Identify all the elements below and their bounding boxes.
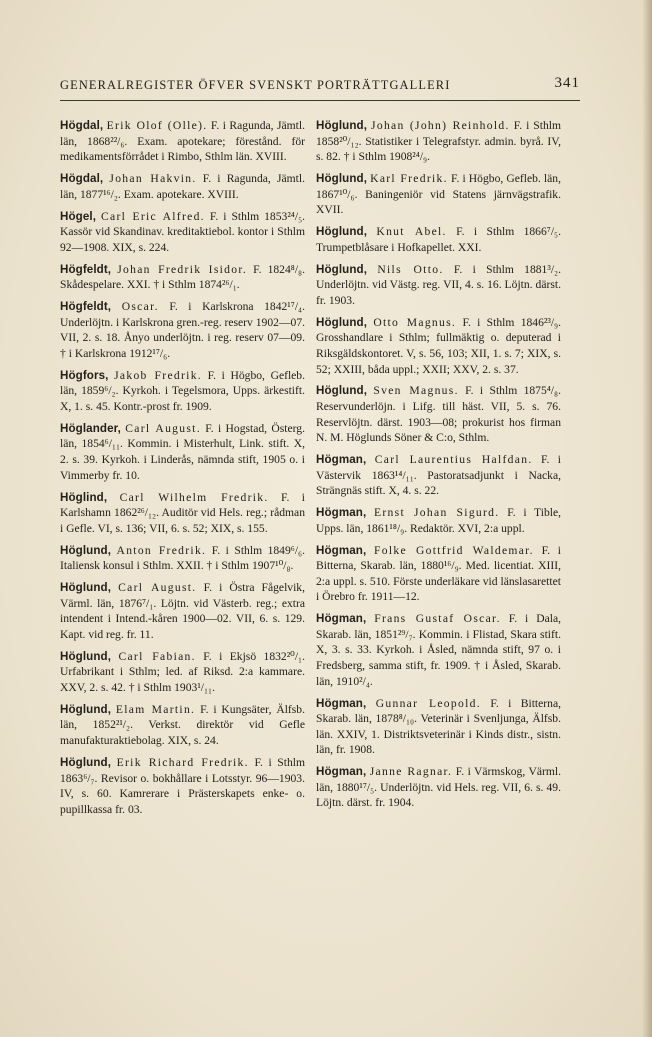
- running-header: [60, 64, 580, 104]
- header-rule: [60, 100, 580, 101]
- entry-given-names: Carl Wilhelm Fredrik.: [119, 490, 269, 504]
- entry-surname: Högdal,: [60, 119, 104, 132]
- page-edge-shadow: [642, 0, 652, 1037]
- entry-surname: Högman,: [316, 612, 367, 626]
- entry-given-names: Carl Fabian.: [118, 649, 196, 663]
- page-number: 341: [554, 75, 580, 91]
- register-entry: [60, 118, 305, 165]
- entry-given-names: Folke Gottfrid Waldemar.: [374, 543, 534, 557]
- entry-surname: Höglund,: [60, 755, 112, 769]
- entry-surname: Höglund,: [316, 172, 368, 186]
- entry-given-names: Johan Fredrik Isidor.: [117, 262, 248, 276]
- entry-surname: Höglund,: [316, 262, 368, 276]
- register-entry: [316, 262, 561, 309]
- register-entry: [316, 315, 561, 377]
- right-column: [316, 118, 561, 817]
- entry-given-names: Oscar.: [121, 300, 159, 314]
- register-entry: [316, 118, 561, 165]
- entry-text: F. i Bitterna, Skarab. län, 1880¹⁶/₉. Med. licentiat. XIII, 2:a uppl. s. 510. Förste underläkare vid länslasarettet i Örebro fr. 1911—12.: [316, 543, 562, 604]
- entry-surname: Högfeldt,: [60, 300, 112, 314]
- entry-text: F. i Dala, Skarab. län, 1851²⁹/₇. Kommin. i Flistad, Skara stift. X, 3. s. 33. Kyrkoh. i Åsled, nämnda stift, 97 o. i Fredsberg, samma stift, fr. 1909. † i Åsled, Skarab. län, 1910²/₄.: [316, 612, 561, 688]
- entry-surname: Högel,: [60, 209, 97, 223]
- entry-surname: Högman,: [316, 506, 367, 520]
- register-entry: [60, 209, 305, 256]
- entry-text: F. i Hogstad, Österg. län, 1854⁶/₁₁. Kommin. i Misterhult, Link. stift. X, 2. s. 39. Kyrkoh. i Linderås, nämnda stift, 1905 o. i Vimmerby fr. 10.: [60, 421, 305, 482]
- register-entry: [316, 505, 561, 536]
- entry-text: F. i Högbo, Gefleb. län, 1859⁶/₂. Kyrkoh. i Tegelsmora, Upps. ärkestift. X, 1. s. 45. Kontr.-prost fr. 1909.: [60, 368, 306, 413]
- register-entry: [60, 702, 305, 749]
- entry-surname: Högman,: [316, 453, 367, 467]
- entry-surname: Höglander,: [60, 421, 121, 435]
- entry-surname: Högman,: [316, 765, 367, 779]
- register-entry: [60, 580, 305, 642]
- entry-text: F. i Ragunda, Jämtl. län, 1868²²/₆. Exam. apotekare; förestånd. för medikamentsförrådet i Rimbo, Sthlm län. XVIII.: [60, 119, 305, 164]
- entry-text: F. i Karlshamn 1862²⁶/₁₂. Auditör vid Hels. reg.; rådman i Gefle. VI, s. 136; VII, 6. s. 52; XIX, s. 155.: [60, 490, 306, 535]
- entry-surname: Höglund,: [60, 581, 112, 595]
- register-entry: [60, 299, 305, 361]
- entry-given-names: Knut Abel.: [376, 225, 447, 239]
- entry-text: F. i Sthlm 1863⁶/₇. Revisor o. bokhållare i Lotsstyr. 96—1903. IV, s. 60. Kamrerare i Prästerskapets enke- o. pupillkassa fr. 03.: [60, 755, 305, 816]
- entry-given-names: Anton Fredrik.: [116, 543, 207, 557]
- entry-given-names: Karl Fredrik.: [370, 172, 448, 186]
- entry-given-names: Nils Otto.: [377, 262, 444, 276]
- register-entry: [316, 383, 561, 445]
- register-entry: [316, 171, 561, 218]
- entry-given-names: Elam Martin.: [115, 702, 196, 716]
- entry-text: F. i Kungsäter, Älfsb. län, 1852²¹/₂. Verkst. direktör vid Gefle manufakturaktiebolag. XIX, s. 24.: [60, 702, 305, 748]
- entry-surname: Högdal,: [60, 172, 104, 186]
- register-entry: [60, 649, 305, 696]
- entry-text: F. i Ekjsö 1832²⁰/₁. Urfabrikant i Sthlm; led. af Riksd. 2:a kammare. XXV, 2. s. 42. † i Sthlm 1903¹/₁₁.: [60, 649, 305, 694]
- entry-text: F. i Sthlm 1853²⁴/₅. Kassör vid Skandinav. kreditaktiebol. kontor i Sthlm 92—1908. XIX, s. 224.: [60, 209, 306, 254]
- entry-given-names: Sven Magnus.: [373, 384, 459, 398]
- entry-surname: Högman,: [316, 696, 367, 710]
- entry-text: F. i Västervik 1863¹⁴/₁₁. Pastoratsadjunkt i Nacka, Strängnäs stift. X, 4. s. 22.: [316, 453, 562, 498]
- entry-given-names: Erik Richard Fredrik.: [116, 755, 249, 769]
- entry-text: F. i Tible, Upps. län, 1861¹⁸/₉. Redaktör. XVI, 2:a uppl.: [316, 506, 562, 535]
- entry-text: F. i Bitterna, Skarab. län, 1878⁸/₁₀. Veterinär i Svenljunga, Älfsb. län. XXIV, 1. Distriktsveterinär i Kinds distr., sistn. län, fr. 1908.: [316, 696, 561, 757]
- entry-given-names: Gunnar Leopold.: [375, 696, 481, 710]
- entry-text: F. i Ragunda, Jämtl. län, 1877¹⁶/₂. Exam. apotekare. XVIII.: [60, 172, 305, 201]
- entry-given-names: Jakob Fredrik.: [114, 368, 202, 382]
- entry-given-names: Erik Olof (Olle).: [106, 119, 208, 132]
- entry-surname: Höglund,: [316, 119, 368, 132]
- entry-given-names: Ernst Johan Sigurd.: [374, 506, 500, 520]
- entry-given-names: Carl Eric Alfred.: [101, 209, 205, 223]
- entry-surname: Högfeldt,: [60, 262, 112, 276]
- entry-text: F. i Sthlm 1849⁶/₆. Italiensk konsul i Sthlm. XXII. † i Sthlm 1907¹⁰/₈.: [60, 543, 305, 573]
- entry-given-names: Carl Laurentius Halfdan.: [374, 453, 533, 467]
- entry-given-names: Otto Magnus.: [373, 315, 457, 329]
- entry-given-names: Carl August.: [118, 581, 197, 595]
- entry-text: F. i Sthlm 1846²³/₉. Grosshandlare i Sthlm; fullmäktig o. deputerad i Riksgäldskontoret. V, s. 56, 103; XII, 1. s. 7; XIX, s. 52; XXIII, båda uppl.; XXII; XXV, 2. s. 37.: [316, 315, 561, 376]
- register-entry: [60, 368, 305, 415]
- entry-surname: Höglind,: [60, 490, 108, 504]
- entry-given-names: Frans Gustaf Oscar.: [374, 612, 501, 626]
- entry-surname: Höglund,: [60, 649, 112, 663]
- entry-text: F. 1824⁸/₈. Skådespelare. XXI. † i Sthlm 1874²⁶/₁.: [60, 262, 305, 292]
- entry-text: F. i Sthlm 1875⁴/₈. Reservunderlöjn. i Lifg. till häst. VII, 5. s. 76. Reservlöjtn. därst. 1903—08; prokurist hos firman N. M. Höglunds Söner & C:o, Sthlm.: [316, 384, 561, 445]
- entry-surname: Höglund,: [60, 702, 112, 716]
- register-entry: [316, 224, 561, 255]
- entry-surname: Höglund,: [316, 315, 368, 329]
- register-entry: [60, 262, 305, 293]
- register-entry: [60, 171, 305, 202]
- entry-text: F. i Karlskrona 1842¹⁷/₄. Underlöjtn. i Karlskrona gren.-reg. reserv 1902—07. VII, 2. s. 18. Ånyo underlöjtn. i reg. reserv 07—09. † i Karlskrona 1912¹⁷/₆.: [60, 300, 306, 360]
- entry-text: F. i Värmskog, Värml. län, 1880¹⁷/₅. Underlöjtn. vid Hels. reg. VII, 6. s. 49. Löjtn. därst. fr. 1904.: [316, 765, 561, 810]
- header-title: GENERALREGISTER ÖFVER SVENSKT PORTRÄTTGALLERI: [60, 78, 451, 92]
- entry-given-names: Janne Ragnar.: [369, 765, 453, 779]
- register-entry: [316, 696, 561, 758]
- register-entry: [316, 611, 561, 689]
- register-entry: [60, 755, 305, 817]
- register-entry: [60, 421, 305, 483]
- register-entry: [60, 543, 305, 574]
- entry-surname: Högfors,: [60, 368, 109, 382]
- entry-text: F. i Sthlm 1858²⁰/₁₂. Statistiker i Telegrafstyr. admin. byrå. IV, s. 82. † i Sthlm 1908²⁴/₉.: [316, 119, 562, 164]
- entry-text: F. i Sthlm 1881³/₂. Underlöjtn. vid Västg. reg. VII, 4. s. 16. Löjtn. därst. fr. 1903.: [316, 262, 561, 307]
- entry-text: F. i Högbo, Gefleb. län, 1867¹⁰/₆. Baningeniör vid Statens järnvägstrafik. XVII.: [316, 172, 561, 217]
- entry-text: F. i Östra Fågelvik, Värml. län, 1876⁷/₁. Löjtn. vid Västerb. reg.; extra intendent i Intend.-kåren 1900—02. VII, 6. s. 129. Kapt. vid reg. fr. 11.: [60, 581, 306, 641]
- entry-given-names: Johan Hakvin.: [109, 172, 197, 186]
- entry-surname: Höglund,: [60, 543, 112, 557]
- register-entry: [60, 490, 305, 537]
- register-entry: [316, 543, 561, 605]
- entry-surname: Högman,: [316, 543, 367, 557]
- entry-surname: Höglund,: [316, 225, 368, 239]
- entry-given-names: Carl August.: [125, 421, 201, 435]
- left-column: [60, 118, 305, 824]
- entry-text: F. i Sthlm 1866⁷/₅. Trumpetblåsare i Hofkapellet. XXI.: [316, 225, 561, 254]
- entry-given-names: Johan (John) Reinhold.: [371, 119, 510, 132]
- entry-surname: Höglund,: [316, 384, 368, 398]
- register-entry: [316, 764, 561, 811]
- register-entry: [316, 452, 561, 499]
